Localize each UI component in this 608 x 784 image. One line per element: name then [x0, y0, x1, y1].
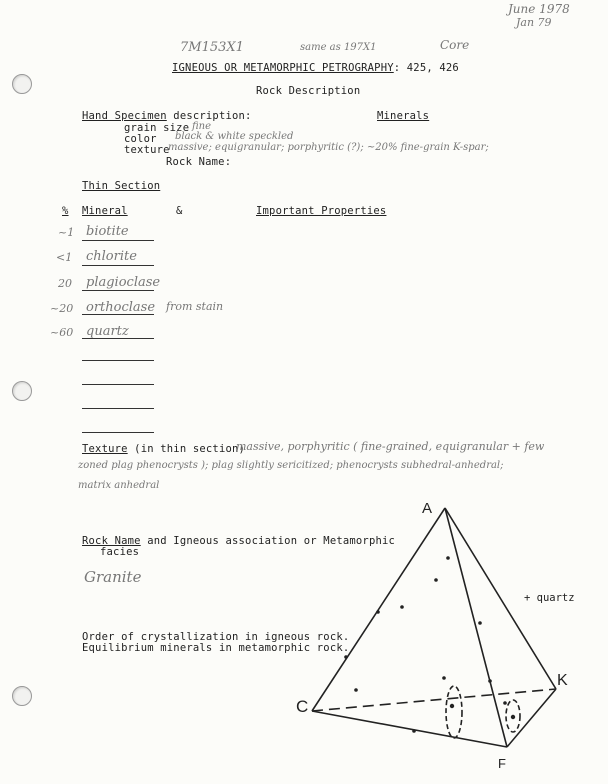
row-percent: ~1 — [58, 226, 75, 239]
page-subtitle: Rock Description — [256, 85, 361, 97]
date-top: June 1978 — [508, 2, 570, 16]
row-mineral: biotite — [86, 224, 129, 239]
page-title: IGNEOUS OR METAMORPHIC PETROGRAPHY: 425, 426 — [172, 62, 459, 74]
vertex-c-label: C — [296, 697, 309, 716]
properties-column-header: Important Properties — [256, 205, 387, 217]
row-mineral: chlorite — [86, 249, 137, 264]
row-percent: ~20 — [50, 302, 74, 315]
mineral-column-header: Mineral — [82, 205, 128, 217]
same-as-note: same as 197X1 — [300, 42, 377, 53]
thin-section-heading: Thin Section — [82, 180, 161, 192]
row-mineral: plagioclase — [86, 275, 161, 290]
row-percent: 20 — [58, 277, 72, 290]
texture-line-3: matrix anhedral — [78, 480, 160, 491]
row-percent: ~60 — [50, 326, 74, 339]
percent-column-header: % — [62, 205, 69, 217]
color-label: color — [124, 133, 157, 145]
specimen-id: 7M153X1 — [180, 40, 244, 55]
core-note: Core — [440, 38, 470, 52]
ampersand: & — [176, 205, 183, 217]
grain-size-value: fine — [192, 121, 212, 132]
row-mineral: orthoclase — [86, 300, 156, 315]
equilibrium-minerals-text: Equilibrium minerals in metamorphic rock. — [82, 642, 350, 654]
minerals-heading: Minerals — [377, 110, 430, 122]
row-mineral: quartz — [86, 324, 129, 339]
grain-size-label: grain size — [124, 122, 190, 134]
vertex-k-label: K — [557, 672, 568, 689]
rock-name-value: Granite — [84, 568, 142, 586]
rock-name-label: Rock Name: — [166, 156, 232, 168]
texture-label: texture — [124, 144, 170, 156]
date-bottom: Jan 79 — [516, 16, 552, 29]
texture-value: massive; equigranular; porphyritic (?); ~20% fine-grain K-spar; — [168, 142, 489, 153]
texture-line-1: massive, porphyritic ( fine-grained, equigranular + few — [236, 440, 545, 453]
quartz-label: + quartz — [524, 592, 575, 604]
row-percent: <1 — [56, 251, 73, 264]
rock-name-heading: Rock Name and Igneous association or Metamorphic — [82, 535, 396, 547]
facies-label: facies — [100, 546, 140, 558]
vertex-f-label: F — [498, 756, 506, 771]
row-note: from stain — [166, 300, 224, 313]
vertex-a-label: A — [422, 500, 433, 517]
texture-line-2: zoned plag phenocrysts ); plag slightly sericitized; phenocrysts subhedral-anhedral; — [78, 460, 504, 471]
order-crystallization-text: Order of crystallization in igneous rock. — [82, 631, 350, 643]
texture-heading: Texture (in thin section) — [82, 443, 246, 455]
hand-specimen-heading: Hand Specimen description: — [82, 110, 252, 122]
color-value: black & white speckled — [175, 131, 294, 142]
